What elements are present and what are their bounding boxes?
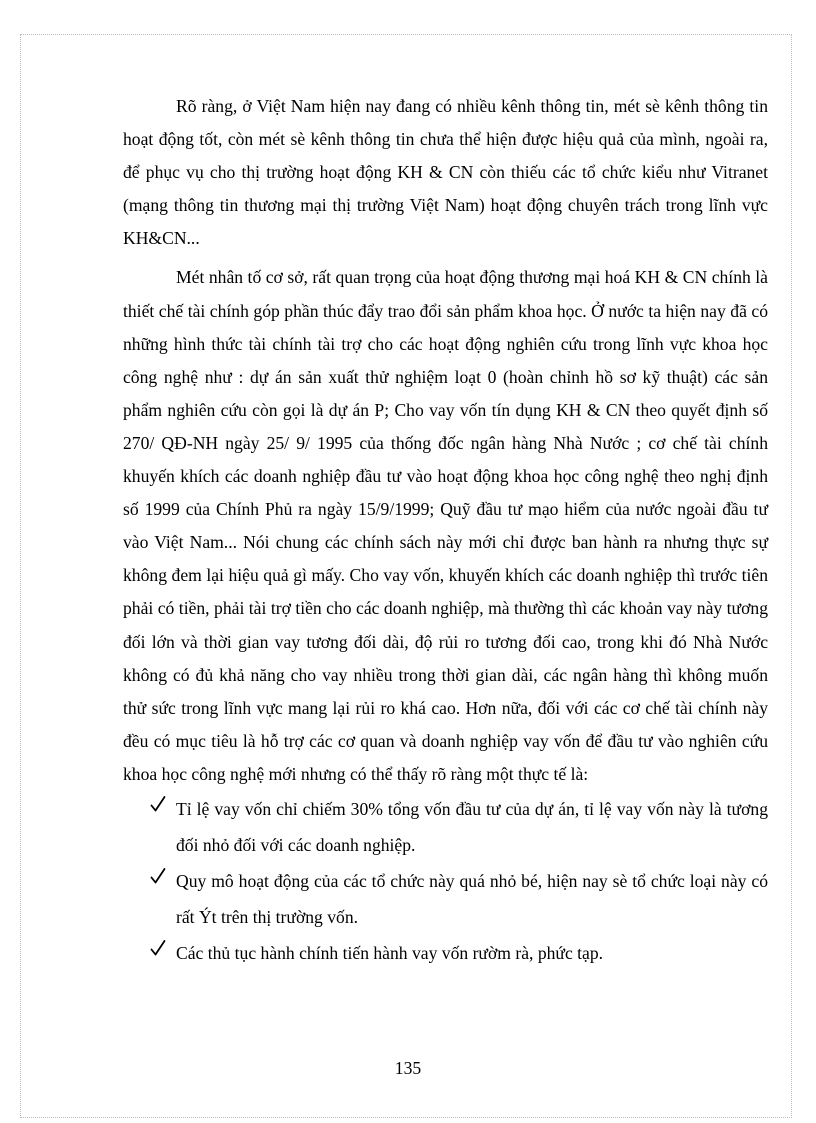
bullet-text-1: Tỉ lệ vay vốn chỉ chiếm 30% tổng vốn đầu tư của dự án, tỉ lệ vay vốn này là tương đối nhỏ đối với các doanh nghiệp. xyxy=(176,798,768,855)
check-icon xyxy=(150,795,166,813)
list-item xyxy=(123,863,768,935)
paragraph-1: Rõ ràng, ở Việt Nam hiện nay đang có nhiều kênh thông tin, mét sè kênh thông tin hoạt động tốt, còn mét sè kênh thông tin chưa thể hiện được hiệu quả của mình, ngoài ra, để phục vụ cho thị trường hoạt động KH & CN còn thiếu các tổ chức kiểu như Vitranet (mạng thông tin thương mại thị trường Việt Nam) hoạt động chuyên trách trong lĩnh vực KH&CN... xyxy=(123,96,768,249)
bullet-text-3: Các thủ tục hành chính tiến hành vay vốn rườm rà, phức tạp. xyxy=(176,942,604,963)
check-icon xyxy=(150,867,166,885)
check-icon xyxy=(150,939,166,957)
list-item xyxy=(123,791,768,863)
bullet-text-2: Quy mô hoạt động của các tổ chức này quá nhỏ bé, hiện nay sè tổ chức loại này có rất Ýt trên thị trường vốn. xyxy=(176,870,768,927)
document-body xyxy=(123,90,768,971)
paragraph-2: Mét nhân tố cơ sở, rất quan trọng của hoạt động thương mại hoá KH & CN chính là thiết chế tài chính góp phần thúc đẩy trao đổi sản phẩm khoa học. Ở nước ta hiện nay đã có những hình thức tài chính tài trợ cho các hoạt động nghiên cứu trong lĩnh vực khoa học công nghệ như : dự án sản xuất thử nghiệm loạt 0 (hoàn chỉnh hồ sơ kỹ thuật) các sản phẩm nghiên cứu còn gọi là dự án P; Cho vay vốn tín dụng KH & CN theo quyết định số 270/ QĐ-NH ngày 25/ 9/ 1995 của thống đốc ngân hàng Nhà Nước ; cơ chế tài chính khuyến khích các doanh nghiệp đầu tư vào hoạt động khoa học công nghệ theo nghị định số 1999 của Chính Phủ ra ngày 15/9/1999; Quỹ đầu tư mạo hiểm của nước ngoài đầu tư vào Việt Nam... Nói chung các chính sách này mới chỉ được ban hành ra nhưng thực sự không đem lại hiệu quả gì mấy. Cho vay vốn, khuyến khích các doanh nghiệp thì trước tiên phải có tiền, phải tài trợ tiền cho các doanh nghiệp, mà thường thì các khoản vay này tương đối lớn và thời gian vay tương đối dài, độ rủi ro tương đối cao, trong khi đó Nhà Nước không có đủ khả năng cho vay nhiều trong thời gian dài, các ngân hàng thì không muốn thử sức trong lĩnh vực mang lại rủi ro khá cao. Hơn nữa, đối với các cơ chế tài chính này đều có mục tiêu là hỗ trợ các cơ quan và doanh nghiệp vay vốn để đầu tư vào nghiên cứu khoa học công nghệ mới nhưng có thể thấy rõ ràng một thực tế là: xyxy=(123,267,768,784)
page-number: 135 xyxy=(394,1058,422,1078)
list-item xyxy=(123,935,768,971)
bullet-list xyxy=(123,791,768,971)
